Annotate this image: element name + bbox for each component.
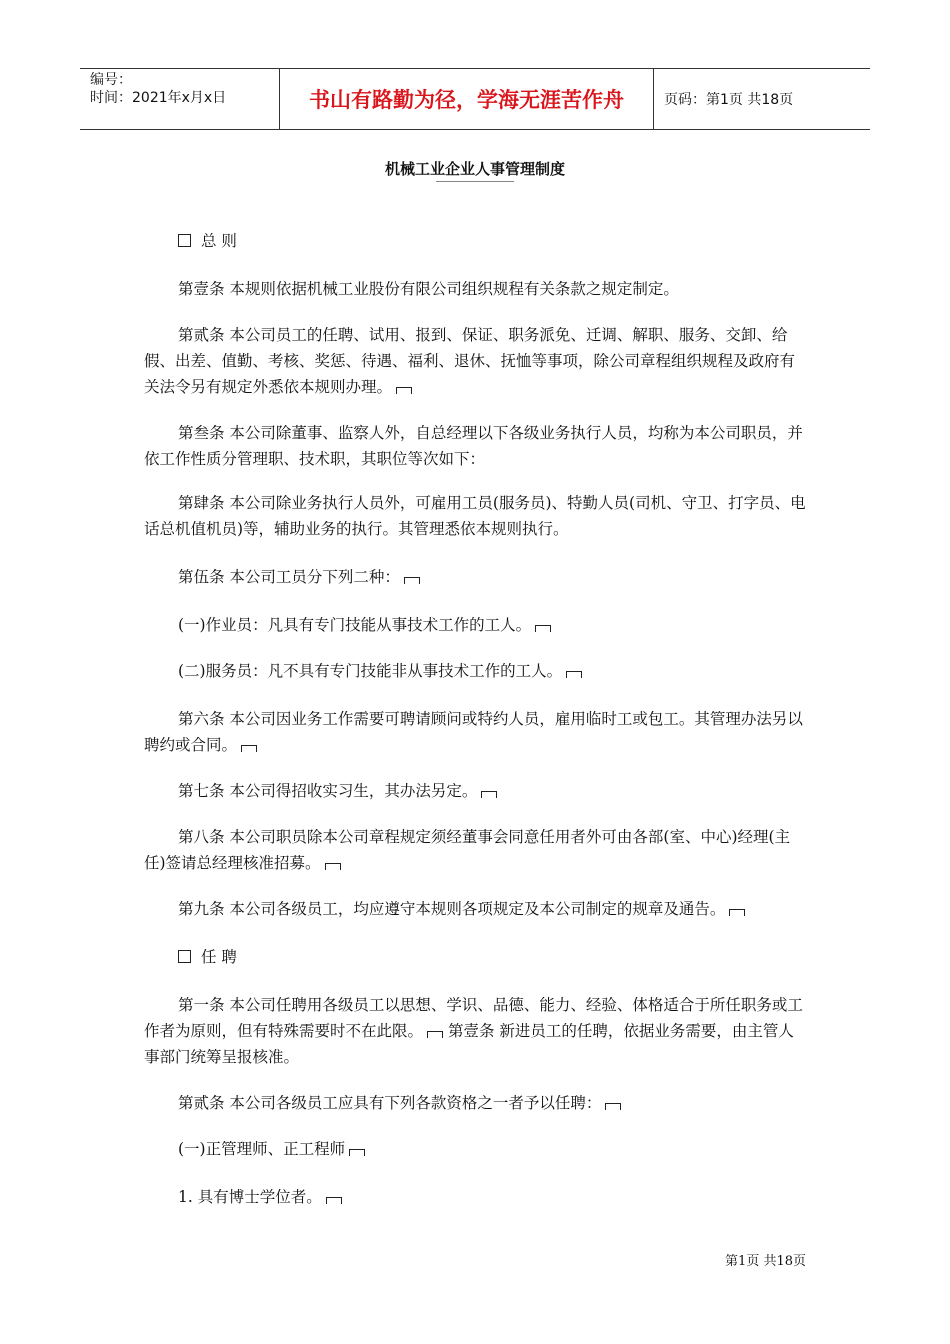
list-item: (一)作业员：凡具有专门技能从事技术工作的工人。 [144,612,808,638]
article-paragraph: 第贰条 本公司员工的任聘、试用、报到、保证、职务派免、迁调、解职、服务、交卸、给假、出差、值勤、考核、奖惩、待遇、福利、退休、抚恤等事项，除公司章程组织规程及政府有关法令另有规定外悉依本规则办理。 [144,326,796,396]
paragraph-mark-icon [325,863,341,870]
header-meta [80,69,280,129]
paragraph-mark-icon [481,791,497,798]
paragraph-mark-icon [729,909,745,916]
document-title: 机械工业企业人事管理制度 [384,160,565,178]
date-label: 时间：2021年x月x日 [90,90,227,106]
page-footer: 第1页 共18页 [725,1254,806,1269]
paragraph-mark-icon [404,577,420,584]
paragraph-mark-icon [241,745,257,752]
article-paragraph: 第七条 本公司得招收实习生，其办法另定。 [144,778,808,804]
paragraph-mark-icon [605,1103,621,1110]
article-paragraph: 第九条 本公司各级员工，均应遵守本规则各项规定及本公司制定的规章及通告。 [144,896,808,922]
list-item: (二)服务员：凡不具有专门技能非从事技术工作的工人。 [144,658,808,684]
list-item: (一)正管理师、正工程师 [144,1136,808,1162]
paragraph-mark-icon [566,671,582,678]
paragraph-mark-icon [427,1031,443,1038]
motto-text: 书山有路勤为径，学海无涯苦作舟 [309,88,624,112]
checkbox-square-icon [178,950,191,963]
page-code-text: 页码：第1页 共18页 [664,92,794,108]
checkbox-square-icon [178,234,191,247]
header-page-code [654,69,870,129]
header-table [80,68,870,130]
article-paragraph: 第一条 本公司任聘用各级员工以思想、学识、品德、能力、经验、体格适合于所任职务或工作者为原则，但有特殊需要时不在此限。 第壹条 新进员工的任聘，依据业务需要，由主管人事部门统筹呈报核准。 [144,996,803,1066]
paragraph-mark-icon [535,625,551,632]
paragraph-mark-icon [349,1149,365,1156]
paragraph-mark-icon [396,387,412,394]
section-heading-appointment: 任 聘 [144,944,808,970]
article-paragraph: 第壹条 本规则依据机械工业股份有限公司组织规程有关条款之规定制定。 [178,280,679,298]
article-paragraph: 第伍条 本公司工员分下列二种： [144,564,808,590]
article-paragraph: 第六条 本公司因业务工作需要可聘请顾问或特约人员，雇用临时工或包工。其管理办法另以聘约或合同。 [144,710,803,754]
section-heading-general: 总 则 [144,228,808,254]
article-paragraph: 第肆条 本公司除业务执行人员外，可雇用工员(服务员)、特勤人员(司机、守卫、打字员、电话总机值机员)等，辅助业务的执行。其管理悉依本规则执行。 [144,494,806,538]
number-label: 编号： [90,72,132,88]
article-paragraph: 第叁条 本公司除董事、监察人外，自总经理以下各级业务执行人员，均称为本公司职员，并依工作性质分管理职、技术职，其职位等次如下： [144,424,803,468]
paragraph-mark-icon [326,1197,342,1204]
article-paragraph: 第八条 本公司职员除本公司章程规定须经董事会同意任用者外可由各部(室、中心)经理(主任)签请总经理核准招募。 [144,828,791,872]
title-underline [436,181,514,182]
article-paragraph: 第贰条 本公司各级员工应具有下列各款资格之一者予以任聘： [144,1090,808,1116]
list-item: 1. 具有博士学位者。 [144,1184,808,1210]
header-motto [280,69,654,129]
